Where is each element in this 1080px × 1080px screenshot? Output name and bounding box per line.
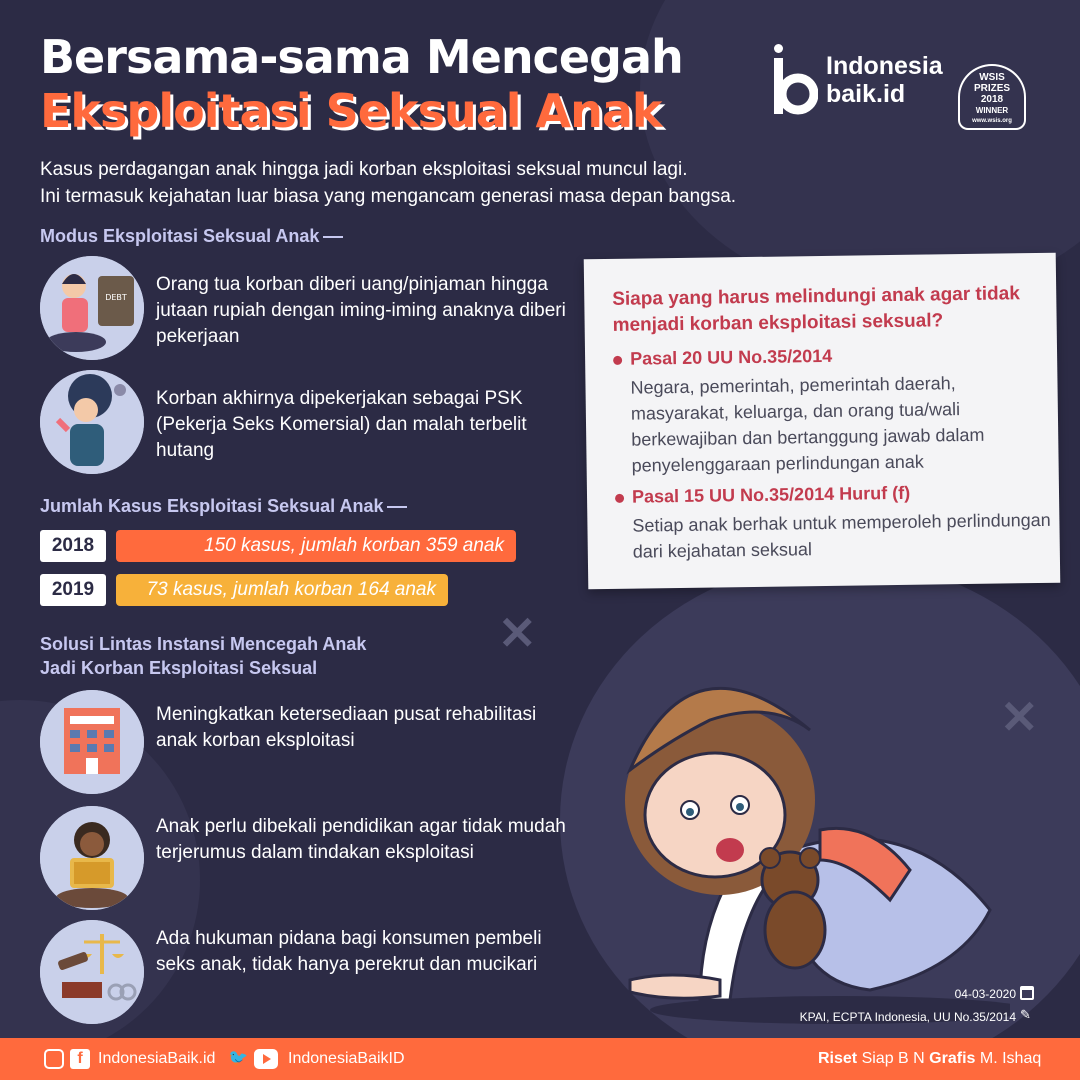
facebook-icon[interactable]: f — [70, 1049, 90, 1069]
credits — [818, 1050, 1041, 1068]
intro-line2: Ini termasuk kejahatan luar biasa yang mengancam generasi masa depan bangsa. — [40, 186, 737, 207]
calendar-icon — [1020, 986, 1034, 1000]
award-line: www.wsis.org — [972, 118, 1012, 124]
award-line: 2018 — [980, 94, 1004, 105]
debt-label: DEBT — [105, 293, 127, 302]
page-title-line2: Eksploitasi Seksual Anak — [40, 84, 662, 138]
credit-name-graphics: M. Ishaq — [979, 1050, 1042, 1067]
credit-label-research: Riset — [818, 1050, 858, 1067]
source-text: KPAI, ECPTA Indonesia, UU No.35/2014 — [799, 1010, 1016, 1024]
year-label-2018: 2018 — [40, 530, 106, 562]
brand-name-line2: baik.id — [826, 80, 906, 108]
indonesiabaik-logo-icon — [772, 44, 818, 116]
reading-child-icon — [40, 806, 144, 910]
modus-title-text: Modus Eksploitasi Seksual Anak — [40, 226, 320, 246]
worker-illustration-icon — [40, 370, 144, 474]
twitter-icon[interactable]: 🐦 — [228, 1050, 248, 1067]
award-line: PRIZES — [973, 83, 1011, 94]
publish-date — [840, 987, 1016, 1001]
protection-note-card — [584, 253, 1061, 590]
solusi-title-line2: Jadi Korban Eksploitasi Seksual — [40, 658, 318, 678]
pasal-20-body: Negara, pemerintah, pemerintah daerah, masyarakat, keluarga, dan orang tua/wali berkewajiban dan bertanggung jawab dalam penyelenggaraan perlindungan anak — [630, 373, 985, 476]
decorative-cross: ✕ — [1000, 691, 1039, 743]
year-label-2019: 2019 — [40, 574, 106, 606]
youtube-icon[interactable] — [254, 1049, 278, 1069]
brand-name — [826, 52, 943, 108]
page-title-line1: Bersama-sama Mencegah — [40, 30, 683, 84]
brand-name-line1: Indonesia — [826, 52, 943, 80]
solusi-section-title — [40, 632, 366, 680]
pasal-15-title: Pasal 15 UU No.35/2014 Huruf (f) — [615, 483, 910, 508]
credit-name-research: Siap B N — [861, 1050, 925, 1067]
pin-icon: ✎ — [1020, 1007, 1031, 1022]
modus-item-2: Korban akhirnya dipekerjakan sebagai PSK (Pekerja Seks Komersial) dan malah terbelit hutang — [156, 388, 527, 461]
crying-child-illustration — [590, 630, 1010, 1030]
solusi-item-2: Anak perlu dibekali pendidikan agar tidak mudah terjerumus dalam tindakan eksploitasi — [156, 816, 566, 863]
credit-label-graphics: Grafis — [929, 1050, 976, 1067]
pasal-20-title: Pasal 20 UU No.35/2014 — [613, 346, 832, 370]
decorative-cross: ✕ — [498, 607, 537, 659]
social-handle-2[interactable]: IndonesiaBaikID — [288, 1050, 405, 1067]
jumlah-section-title — [40, 496, 407, 517]
instagram-icon[interactable] — [44, 1049, 64, 1069]
modus-section-title — [40, 226, 343, 247]
intro-line1: Kasus perdagangan anak hingga jadi korban eksploitasi seksual muncul lagi. — [40, 159, 688, 180]
footer-bar — [0, 1038, 1080, 1080]
jumlah-title-text: Jumlah Kasus Eksploitasi Seksual Anak — [40, 496, 384, 516]
debt-illustration-icon — [40, 256, 144, 360]
rehab-building-icon — [40, 690, 144, 794]
brand-logo — [772, 44, 943, 116]
wsis-award-badge — [958, 64, 1026, 130]
award-line: WINNER — [975, 106, 1009, 115]
date-text: 04-03-2020 — [954, 987, 1016, 1001]
solusi-item-1: Meningkatkan ketersediaan pusat rehabilitasi anak korban eksploitasi — [156, 704, 537, 751]
solusi-item-3: Ada hukuman pidana bagi konsumen pembeli seks anak, tidak hanya perekrut dan mucikari — [156, 928, 542, 975]
intro-text — [40, 156, 840, 210]
pasal-15-body: Setiap anak berhak untuk memperoleh perlindungan dari kejahatan seksual — [632, 509, 1051, 562]
justice-gavel-icon — [40, 920, 144, 1024]
cases-bar-2018: 150 kasus, jumlah korban 359 anak — [116, 530, 516, 562]
protection-question: Siapa yang harus melindungi anak agar tidak menjadi korban eksploitasi seksual? — [612, 283, 1020, 336]
solusi-title-line1: Solusi Lintas Instansi Mencegah Anak — [40, 634, 367, 654]
modus-item-1: Orang tua korban diberi uang/pinjaman hingga jutaan rupiah dengan iming-iming anaknya diberi pekerjaan — [156, 274, 566, 347]
award-line: WSIS — [979, 72, 1005, 83]
social-handle-1[interactable]: IndonesiaBaik.id — [98, 1050, 216, 1067]
cases-bar-2019: 73 kasus, jumlah korban 164 anak — [116, 574, 448, 606]
